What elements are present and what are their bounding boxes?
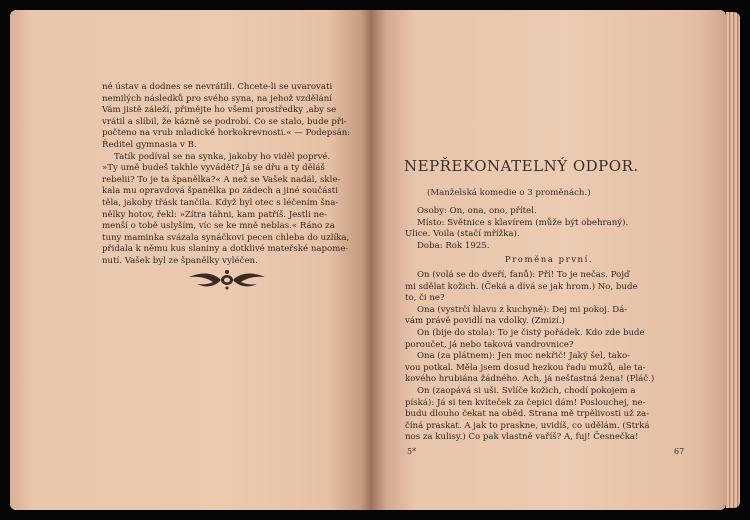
text-line: rebelii? To je ta španělka?« A než se Vašek nadál, skle- xyxy=(102,174,341,185)
dialogue-line: On (zaopává si uši. Svlíče kožich, chodí pokojem a xyxy=(417,385,636,396)
text-line: nělky hotov, řekl: »Zítra táhni, kam patříš. Jestli ne- xyxy=(102,209,327,220)
play-title: NEPŘEKONATELNÝ ODPOR. xyxy=(404,157,639,175)
cast-line: Ulice. Voila (stačí mřížka). xyxy=(405,229,520,240)
page-number: 67 xyxy=(674,447,685,456)
cast-line: Osoby: On, ona, ono, přítel. xyxy=(417,206,537,216)
text-line: tuny maminka svázala synáčkovi pecen chleba do uzlíka, xyxy=(102,232,350,243)
left-page xyxy=(10,10,372,510)
dialogue-line: On (volá se do dveří, fanů): Pří! To je nečas. Pojď xyxy=(417,269,630,280)
dialogue-line: Ona (vystrčí hlavu z kuchyně): Dej mi pokoj. Dá- xyxy=(417,304,628,315)
dialogue-line: vám právě povidlí na vdolky. (Zmizí.) xyxy=(405,316,565,327)
text-line: přidala k němu kus slaniny a dotklivé mateřské napome- xyxy=(102,244,349,255)
page-edges xyxy=(726,12,740,508)
text-line: menší o tobě uslyším, víc se ke mně neblas.« Ráno za xyxy=(102,221,335,232)
text-line: né ústav a dodnes se nevrátili. Chcete-li se uvarovati xyxy=(102,82,333,92)
text-line: nutí. Vašek byl ze španělky vyléčen. xyxy=(102,255,258,266)
dialogue-line: budu dlouho čekat na oběd. Strana mě trpělivosti už za- xyxy=(405,409,650,420)
text-line: nemilých následků pro svého syna, na jehož vzdělání xyxy=(102,93,333,104)
text-line: Ředitel gymnasia v B. xyxy=(102,139,197,150)
dialogue-line: On (bije do stola): To je čistý pořádek. Kdo zde bude xyxy=(417,327,645,338)
signature-mark: 5* xyxy=(407,447,417,456)
cast-line: Doba: Rok 1925. xyxy=(417,240,490,251)
text-line: kala mu opravdová španělka po zádech a jiné součásti xyxy=(102,186,338,197)
fleuron-ornament-icon xyxy=(185,268,269,290)
dialogue-line: Ona (za plátnem): Jen moc nekřič! Jaký šel, tako- xyxy=(417,351,631,362)
text-line: těla, jakoby třásk tančila. Když byl otec s léčením šna- xyxy=(102,197,339,208)
dialogue-line: nos za kulisy.) Co pak vlastně vaříš? A, fuj! Česnečka! xyxy=(405,432,639,443)
play-subtitle: (Manželská komedie o 3 proměnách.) xyxy=(427,188,591,198)
dialogue-line: poroučet, já nebo taková vandrovnice? xyxy=(405,339,574,350)
text-line: »Ty umě budeš takhle vyvádět? Já se dřu a ty děláš xyxy=(102,163,325,174)
text-line: počteno na vrub mladické horkokrevnosti.« — Podepsán: xyxy=(102,128,351,139)
right-page xyxy=(372,10,726,510)
text-line: Vám jistě záleží, přimějte ho všemi prostředky ,aby se xyxy=(102,105,337,116)
dialogue-line: mi sdělat kožich. (Čeká a dívá se jak hrom.) No, bude xyxy=(405,281,638,292)
dialogue-line: píská): Já si ten kvíteček za čepici dám! Poslouchej, ne- xyxy=(405,397,646,408)
text-line: vrátil a slíbil, že kázně se podrobí. Co se stalo, bude při- xyxy=(102,116,347,127)
open-book xyxy=(10,10,740,510)
cast-line: Místo: Světnice s klavírem (může být obehraný). xyxy=(417,217,629,228)
dialogue-line: vou potkal. Měla jsem dosud hezkou řadu mužů, ale ta- xyxy=(405,362,646,373)
dialogue-line: číná praskat. A jak to praskne, uvidíš, co udělám. (Strká xyxy=(405,420,650,431)
text-line: Tatík podíval se na synka, jakoby ho viděl poprvé. xyxy=(114,151,331,162)
dialogue-line: to, či ne? xyxy=(405,293,445,304)
right-page-text xyxy=(405,206,693,444)
scene-heading: Proměna první. xyxy=(504,255,594,266)
left-page-text xyxy=(102,82,351,268)
dialogue-line: kového hrubiána žádného. Ach, já nešťastná žena! (Pláč.) xyxy=(405,374,655,385)
